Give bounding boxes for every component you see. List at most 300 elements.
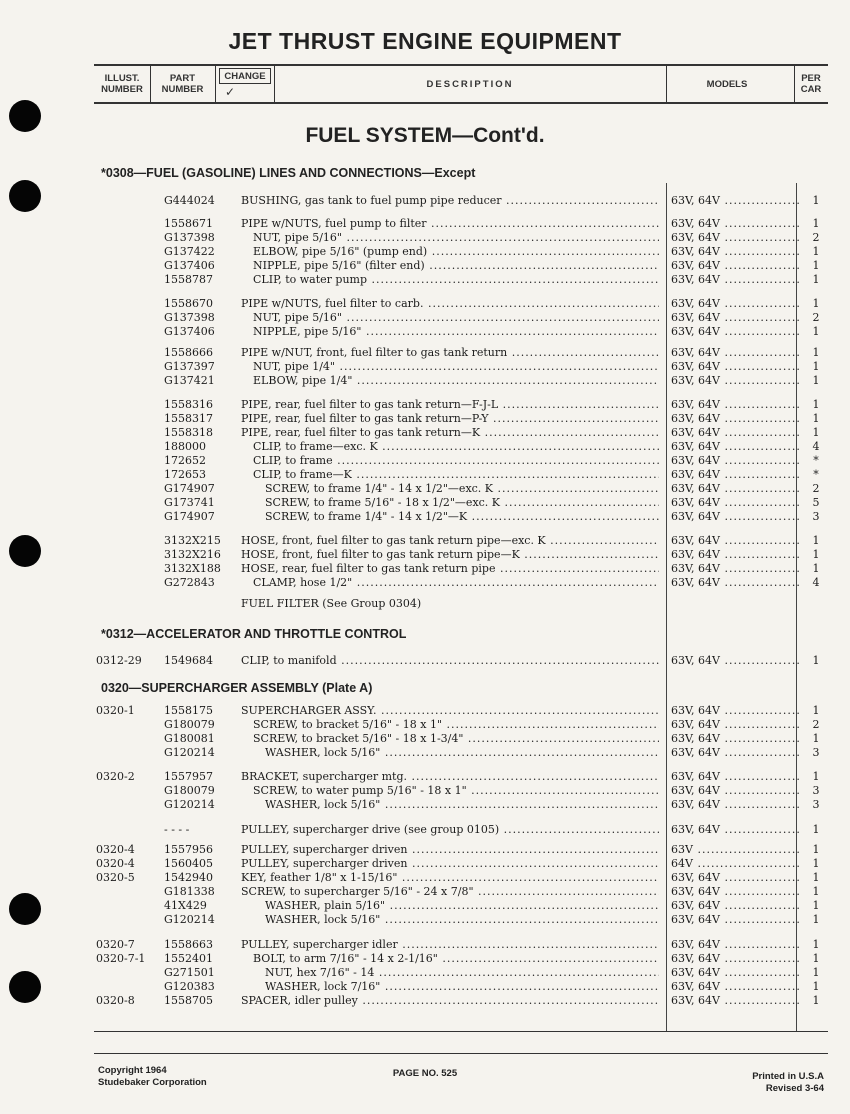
models-text: 63V xyxy=(671,843,693,856)
part-description xyxy=(241,346,659,360)
page-title: JET THRUST ENGINE EQUIPMENT xyxy=(228,28,622,54)
models xyxy=(671,899,799,913)
table-row xyxy=(0,952,850,966)
models-text: 64V xyxy=(671,857,693,870)
part-number: G174907 xyxy=(164,510,215,523)
per-car-qty: 1 xyxy=(812,259,820,272)
part-description xyxy=(241,496,659,510)
per-car-qty: 1 xyxy=(812,704,820,717)
table-row xyxy=(0,534,850,548)
part-description xyxy=(241,823,659,837)
table-row xyxy=(0,899,850,913)
models xyxy=(671,297,799,311)
models xyxy=(671,259,799,273)
part-description-text: NIPPLE, pipe 5/16" (filter end) xyxy=(253,259,425,272)
per-car-qty: 1 xyxy=(812,245,820,258)
models xyxy=(671,562,799,576)
part-description-text: PIPE, rear, fuel filter to gas tank return—P-Y xyxy=(241,412,489,425)
models xyxy=(671,843,799,857)
part-number: 1557956 xyxy=(164,843,213,856)
models-text: 63V, 64V xyxy=(671,938,720,951)
part-number: 1549684 xyxy=(164,654,213,667)
table-row xyxy=(0,273,850,287)
models-text: 63V, 64V xyxy=(671,980,720,993)
part-description xyxy=(241,398,659,412)
models xyxy=(671,398,799,412)
part-description xyxy=(241,857,659,871)
models-text: 63V, 64V xyxy=(671,482,720,495)
models xyxy=(671,966,799,980)
models-text: 63V, 64V xyxy=(671,217,720,230)
illust-number: 0320-8 xyxy=(96,994,135,1007)
per-car-qty: 1 xyxy=(812,217,820,230)
models-text: 63V, 64V xyxy=(671,245,720,258)
table-row xyxy=(0,597,850,611)
part-description-text: ELBOW, pipe 1/4" xyxy=(253,374,353,387)
models-text: 63V, 64V xyxy=(671,704,720,717)
table-row xyxy=(0,913,850,927)
part-description-text: KEY, feather 1/8" x 1-15/16" xyxy=(241,871,398,884)
per-car-qty: 1 xyxy=(812,913,820,926)
part-number: G120383 xyxy=(164,980,215,993)
part-number: G137421 xyxy=(164,374,215,387)
table-row xyxy=(0,994,850,1008)
part-description xyxy=(241,994,659,1008)
part-description xyxy=(241,454,659,468)
part-number: - - - - xyxy=(164,823,190,836)
part-description xyxy=(241,597,659,611)
models xyxy=(671,980,799,994)
part-description-text: SCREW, to frame 1/4" - 14 x 1/2"—K xyxy=(265,510,468,523)
part-description-text: SCREW, to bracket 5/16" - 18 x 1-3/4" xyxy=(253,732,464,745)
table-row xyxy=(0,562,850,576)
table-row xyxy=(0,360,850,374)
table-row xyxy=(0,412,850,426)
per-car-qty: 1 xyxy=(812,194,820,207)
models-text: 63V, 64V xyxy=(671,913,720,926)
part-description xyxy=(241,273,659,287)
per-car-qty: 3 xyxy=(812,746,820,759)
models xyxy=(671,482,799,496)
models-text: 63V, 64V xyxy=(671,718,720,731)
table-row xyxy=(0,398,850,412)
table-row xyxy=(0,245,850,259)
part-description-text: PIPE, rear, fuel filter to gas tank return—F-J-L xyxy=(241,398,499,411)
table-row xyxy=(0,938,850,952)
table-row xyxy=(0,346,850,360)
part-number: 1560405 xyxy=(164,857,213,870)
printed-text: Printed in U.S.A xyxy=(752,1071,824,1082)
part-description-text: SCREW, to water pump 5/16" - 18 x 1" xyxy=(253,784,467,797)
per-car-qty: 1 xyxy=(812,938,820,951)
models xyxy=(671,273,799,287)
table-row xyxy=(0,871,850,885)
per-car-qty: 1 xyxy=(812,297,820,310)
part-description xyxy=(241,217,659,231)
part-description-text: SCREW, to frame 1/4" - 14 x 1/2"—exc. K xyxy=(265,482,494,495)
page-number: PAGE NO. 525 xyxy=(392,1068,458,1079)
part-number: 1558318 xyxy=(164,426,213,439)
models-text: 63V, 64V xyxy=(671,798,720,811)
illust-number: 0320-4 xyxy=(96,843,135,856)
part-description-text: HOSE, rear, fuel filter to gas tank return pipe xyxy=(241,562,496,575)
part-number: G137398 xyxy=(164,231,215,244)
per-car-qty: * xyxy=(813,454,819,467)
part-description-text: WASHER, lock 5/16" xyxy=(265,913,381,926)
part-description-text: PIPE w/NUTS, fuel filter to carb. xyxy=(241,297,424,310)
models xyxy=(671,704,799,718)
part-number: 1558787 xyxy=(164,273,213,286)
table-row xyxy=(0,482,850,496)
part-description-text: NUT, pipe 5/16" xyxy=(253,311,342,324)
models-text: 63V, 64V xyxy=(671,576,720,589)
table-row xyxy=(0,704,850,718)
part-number: 3132X216 xyxy=(164,548,221,561)
models xyxy=(671,654,799,668)
header-models: MODELS xyxy=(706,78,748,90)
models xyxy=(671,885,799,899)
models xyxy=(671,718,799,732)
models xyxy=(671,857,799,871)
part-description-text: CLIP, to water pump xyxy=(253,273,368,286)
per-car-qty: 1 xyxy=(812,374,820,387)
part-description-text: CLIP, to manifold xyxy=(241,654,337,667)
models xyxy=(671,994,799,1008)
models xyxy=(671,770,799,784)
part-description-text: SCREW, to bracket 5/16" - 18 x 1" xyxy=(253,718,443,731)
table-row xyxy=(0,217,850,231)
per-car-qty: 2 xyxy=(812,482,820,495)
header-change: CHANGE xyxy=(219,68,271,84)
table-row xyxy=(0,857,850,871)
models xyxy=(671,798,799,812)
table-row xyxy=(0,454,850,468)
part-number: G180081 xyxy=(164,732,215,745)
per-car-qty: 1 xyxy=(812,654,820,667)
models xyxy=(671,412,799,426)
part-number: G180079 xyxy=(164,718,215,731)
models-text: 63V, 64V xyxy=(671,398,720,411)
table-row xyxy=(0,980,850,994)
part-description xyxy=(241,913,659,927)
models-text: 63V, 64V xyxy=(671,360,720,373)
part-description xyxy=(241,718,659,732)
table-row xyxy=(0,823,850,837)
section-title: FUEL SYSTEM—Cont'd. xyxy=(305,124,545,147)
table-row xyxy=(0,194,850,208)
part-number: 1558666 xyxy=(164,346,213,359)
models xyxy=(671,217,799,231)
part-description xyxy=(241,843,659,857)
models-text: 63V, 64V xyxy=(671,770,720,783)
part-description xyxy=(241,426,659,440)
part-number: G137398 xyxy=(164,311,215,324)
models-text: 63V, 64V xyxy=(671,966,720,979)
part-description-text: SCREW, to frame 5/16" - 18 x 1/2"—exc. K xyxy=(265,496,501,509)
per-car-qty: 1 xyxy=(812,534,820,547)
per-car-qty: 1 xyxy=(812,857,820,870)
part-description xyxy=(241,654,659,668)
table-row xyxy=(0,885,850,899)
part-description xyxy=(241,510,659,524)
part-description xyxy=(241,311,659,325)
part-description-text: WASHER, lock 5/16" xyxy=(265,746,381,759)
part-description-text: CLIP, to frame xyxy=(253,454,333,467)
per-car-qty: 1 xyxy=(812,980,820,993)
models-text: 63V, 64V xyxy=(671,440,720,453)
part-number: G272843 xyxy=(164,576,215,589)
part-description-text: NUT, pipe 1/4" xyxy=(253,360,335,373)
part-description xyxy=(241,374,659,388)
part-number: 172652 xyxy=(164,454,206,467)
company-text: Studebaker Corporation xyxy=(98,1077,207,1088)
revised-text: Revised 3-64 xyxy=(765,1083,824,1094)
copyright-text: Copyright 1964 xyxy=(98,1065,167,1076)
table-row xyxy=(0,548,850,562)
per-car-qty: 4 xyxy=(812,440,820,453)
models-text: 63V, 64V xyxy=(671,562,720,575)
part-description-text: NUT, hex 7/16" - 14 xyxy=(265,966,375,979)
part-description xyxy=(241,297,659,311)
models xyxy=(671,440,799,454)
part-description xyxy=(241,784,659,798)
group-title: *0308—FUEL (GASOLINE) LINES AND CONNECTIONS—Except xyxy=(101,166,476,180)
per-car-qty: 3 xyxy=(812,798,820,811)
table-row xyxy=(0,784,850,798)
per-car-qty: * xyxy=(813,468,819,481)
part-number: G120214 xyxy=(164,746,215,759)
part-description-text: BUSHING, gas tank to fuel pump pipe reducer xyxy=(241,194,502,207)
part-description xyxy=(241,938,659,952)
part-description xyxy=(241,562,659,576)
models-text: 63V, 64V xyxy=(671,654,720,667)
per-car-qty: 1 xyxy=(812,548,820,561)
part-description-text: SCREW, to supercharger 5/16" - 24 x 7/8" xyxy=(241,885,474,898)
part-description-text: PULLEY, supercharger idler xyxy=(241,938,398,951)
models xyxy=(671,426,799,440)
table-row xyxy=(0,718,850,732)
part-number: G137406 xyxy=(164,259,215,272)
part-description xyxy=(241,534,659,548)
per-car-qty: 3 xyxy=(812,784,820,797)
models xyxy=(671,374,799,388)
part-description xyxy=(241,704,659,718)
models xyxy=(671,311,799,325)
illust-number: 0320-1 xyxy=(96,704,135,717)
part-description xyxy=(241,871,659,885)
per-car-qty: 1 xyxy=(812,732,820,745)
part-description xyxy=(241,325,659,339)
per-car-qty: 1 xyxy=(812,398,820,411)
part-description-text: PIPE w/NUTS, fuel pump to filter xyxy=(241,217,427,230)
illust-number: 0320-2 xyxy=(96,770,135,783)
part-number: G174907 xyxy=(164,482,215,495)
illust-number: 0320-5 xyxy=(96,871,135,884)
per-car-qty: 1 xyxy=(812,360,820,373)
table-bottom-rule xyxy=(94,1031,828,1032)
part-description-text: ELBOW, pipe 5/16" (pump end) xyxy=(253,245,428,258)
part-description xyxy=(241,746,659,760)
column-header xyxy=(94,64,828,104)
models-text: 63V, 64V xyxy=(671,952,720,965)
table-row xyxy=(0,654,850,668)
models xyxy=(671,823,799,837)
part-number: 1558175 xyxy=(164,704,213,717)
part-number: 3132X215 xyxy=(164,534,221,547)
per-car-qty: 5 xyxy=(812,496,820,509)
models-text: 63V, 64V xyxy=(671,374,720,387)
part-description xyxy=(241,732,659,746)
per-car-qty: 3 xyxy=(812,510,820,523)
table-row xyxy=(0,440,850,454)
part-description-text: SUPERCHARGER ASSY. xyxy=(241,704,377,717)
table-row xyxy=(0,798,850,812)
part-description-text: WASHER, lock 5/16" xyxy=(265,798,381,811)
header-part: PART NUMBER xyxy=(161,73,204,95)
part-number: 1558671 xyxy=(164,217,213,230)
table-row xyxy=(0,732,850,746)
models-text: 63V, 64V xyxy=(671,823,720,836)
part-number: G173741 xyxy=(164,496,215,509)
header-per-car: PER CAR xyxy=(800,73,822,95)
part-description-text: FUEL FILTER (See Group 0304) xyxy=(241,597,422,610)
per-car-qty: 1 xyxy=(812,770,820,783)
part-description-text: NUT, pipe 5/16" xyxy=(253,231,342,244)
part-description xyxy=(241,770,659,784)
per-car-qty: 1 xyxy=(812,871,820,884)
models xyxy=(671,913,799,927)
table-row xyxy=(0,374,850,388)
part-description xyxy=(241,482,659,496)
models xyxy=(671,245,799,259)
part-description-text: PULLEY, supercharger drive (see group 0105) xyxy=(241,823,500,836)
part-description-text: HOSE, front, fuel filter to gas tank return pipe—exc. K xyxy=(241,534,546,547)
part-description xyxy=(241,980,659,994)
part-number: G137406 xyxy=(164,325,215,338)
part-description xyxy=(241,899,659,913)
table-row xyxy=(0,966,850,980)
table-row xyxy=(0,297,850,311)
models xyxy=(671,871,799,885)
models-text: 63V, 64V xyxy=(671,426,720,439)
per-car-qty: 1 xyxy=(812,885,820,898)
part-number: 1558663 xyxy=(164,938,213,951)
part-description xyxy=(241,885,659,899)
part-number: G120214 xyxy=(164,798,215,811)
table-row xyxy=(0,770,850,784)
part-description xyxy=(241,245,659,259)
models-text: 63V, 64V xyxy=(671,311,720,324)
models xyxy=(671,496,799,510)
per-car-qty: 1 xyxy=(812,562,820,575)
part-description-text: BRACKET, supercharger mtg. xyxy=(241,770,407,783)
models xyxy=(671,468,799,482)
part-description-text: CLIP, to frame—exc. K xyxy=(253,440,378,453)
models xyxy=(671,548,799,562)
part-description xyxy=(241,194,659,208)
part-number: 1558705 xyxy=(164,994,213,1007)
table-row xyxy=(0,496,850,510)
models xyxy=(671,732,799,746)
part-description xyxy=(241,440,659,454)
per-car-qty: 1 xyxy=(812,952,820,965)
part-description xyxy=(241,548,659,562)
models-text: 63V, 64V xyxy=(671,346,720,359)
part-number: 1542940 xyxy=(164,871,213,884)
part-description-text: CLIP, to frame—K xyxy=(253,468,352,481)
print-info xyxy=(752,1071,824,1095)
part-description-text: CLAMP, hose 1/2" xyxy=(253,576,353,589)
models-text: 63V, 64V xyxy=(671,297,720,310)
models xyxy=(671,454,799,468)
part-number: G137397 xyxy=(164,360,215,373)
part-number: G181338 xyxy=(164,885,215,898)
illust-number: 0320-7 xyxy=(96,938,135,951)
per-car-qty: 1 xyxy=(812,899,820,912)
models-text: 63V, 64V xyxy=(671,454,720,467)
part-description xyxy=(241,952,659,966)
per-car-qty: 1 xyxy=(812,325,820,338)
header-illust: ILLUST. NUMBER xyxy=(101,73,143,95)
part-description xyxy=(241,259,659,273)
footer-rule xyxy=(94,1053,828,1054)
per-car-qty: 1 xyxy=(812,346,820,359)
models-text: 63V, 64V xyxy=(671,548,720,561)
models xyxy=(671,534,799,548)
models-text: 63V, 64V xyxy=(671,231,720,244)
part-description-text: PULLEY, supercharger driven xyxy=(241,843,408,856)
models-text: 63V, 64V xyxy=(671,412,720,425)
part-number: G271501 xyxy=(164,966,215,979)
table-row xyxy=(0,510,850,524)
part-number: G444024 xyxy=(164,194,215,207)
part-description-text: SPACER, idler pulley xyxy=(241,994,358,1007)
table-row xyxy=(0,576,850,590)
models-text: 63V, 64V xyxy=(671,496,720,509)
part-description xyxy=(241,798,659,812)
table-row xyxy=(0,468,850,482)
models-text: 63V, 64V xyxy=(671,732,720,745)
per-car-qty: 2 xyxy=(812,311,820,324)
illust-number: 0312-29 xyxy=(96,654,142,667)
table-row xyxy=(0,231,850,245)
models-text: 63V, 64V xyxy=(671,510,720,523)
part-description-text: WASHER, lock 7/16" xyxy=(265,980,381,993)
models-text: 63V, 64V xyxy=(671,899,720,912)
part-description-text: NIPPLE, pipe 5/16" xyxy=(253,325,362,338)
models xyxy=(671,360,799,374)
table-row xyxy=(0,746,850,760)
part-description-text: PIPE w/NUT, front, fuel filter to gas tank return xyxy=(241,346,508,359)
per-car-qty: 1 xyxy=(812,843,820,856)
models-text: 63V, 64V xyxy=(671,259,720,272)
part-number: 1558316 xyxy=(164,398,213,411)
part-description xyxy=(241,412,659,426)
part-number: 1558317 xyxy=(164,412,213,425)
part-description xyxy=(241,576,659,590)
illust-number: 0320-7-1 xyxy=(96,952,146,965)
part-description-text: PIPE, rear, fuel filter to gas tank return—K xyxy=(241,426,481,439)
per-car-qty: 1 xyxy=(812,823,820,836)
models-text: 63V, 64V xyxy=(671,194,720,207)
models-text: 63V, 64V xyxy=(671,273,720,286)
per-car-qty: 1 xyxy=(812,426,820,439)
part-number: 1557957 xyxy=(164,770,213,783)
table-row xyxy=(0,843,850,857)
per-car-qty: 1 xyxy=(812,966,820,979)
part-description-text: WASHER, plain 5/16" xyxy=(265,899,386,912)
models xyxy=(671,510,799,524)
